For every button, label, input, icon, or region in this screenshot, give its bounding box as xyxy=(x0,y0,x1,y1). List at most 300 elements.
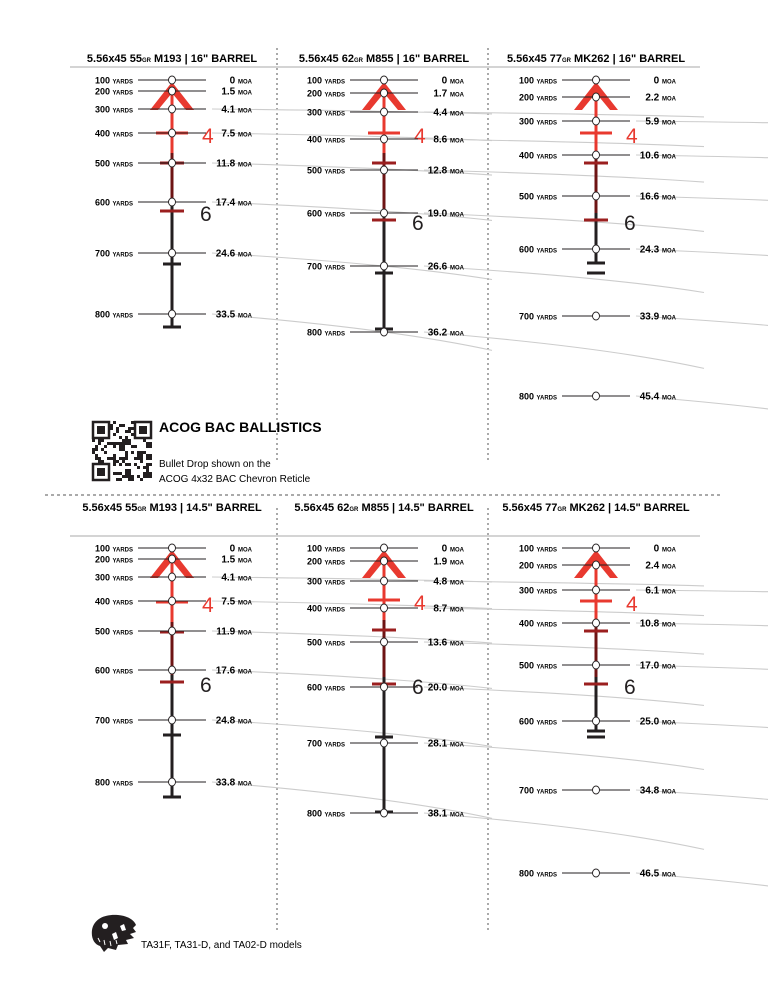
yardage-label: 400 YARDS xyxy=(95,128,133,139)
qr-module xyxy=(113,433,116,436)
moa-label: 7.5 MOA xyxy=(221,128,252,140)
qr-module xyxy=(146,466,149,469)
qr-module xyxy=(140,451,143,454)
reticle-mark-6: 6 xyxy=(412,212,424,235)
qr-module xyxy=(113,457,116,460)
footer-models: TA31F, TA31-D, and TA02-D models xyxy=(141,940,302,951)
moa-label: 33.9 MOA xyxy=(639,311,676,323)
impact-marker xyxy=(381,577,388,585)
yardage-row xyxy=(95,716,253,727)
yardage-label: 500 YARDS xyxy=(307,637,345,648)
impact-marker xyxy=(593,312,600,320)
impact-marker xyxy=(169,555,176,563)
impact-marker xyxy=(169,249,176,257)
qr-module xyxy=(119,445,122,448)
panel-3 xyxy=(507,53,768,432)
qr-module xyxy=(92,439,95,442)
qr-module xyxy=(122,475,125,478)
impact-marker xyxy=(593,661,600,669)
drop-curve xyxy=(424,687,704,705)
qr-module xyxy=(128,475,131,478)
moa-label: 17.0 MOA xyxy=(639,660,676,672)
yardage-row xyxy=(307,809,465,820)
impact-marker xyxy=(169,597,176,605)
qr-module xyxy=(128,472,131,475)
qr-module xyxy=(107,457,110,460)
yardage-label: 800 YARDS xyxy=(95,777,133,788)
impact-marker xyxy=(381,739,388,747)
yardage-label: 600 YARDS xyxy=(307,208,345,219)
yardage-row xyxy=(95,87,253,98)
qr-module xyxy=(125,451,128,454)
yardage-row xyxy=(307,604,465,615)
moa-label: 0 MOA xyxy=(229,75,252,87)
moa-label: 0 MOA xyxy=(653,75,676,87)
yardage-label: 400 YARDS xyxy=(307,134,345,145)
qr-module xyxy=(119,457,122,460)
qr-module xyxy=(110,424,113,427)
yardage-label: 600 YARDS xyxy=(307,682,345,693)
impact-marker xyxy=(593,76,600,84)
impact-marker xyxy=(169,573,176,581)
impact-marker xyxy=(381,604,388,612)
qr-module xyxy=(131,451,134,454)
moa-label: 4.1 MOA xyxy=(221,104,252,116)
qr-module xyxy=(119,472,122,475)
qr-finder-center xyxy=(97,426,105,434)
qr-module xyxy=(128,439,131,442)
qr-module xyxy=(116,430,119,433)
impact-marker xyxy=(169,310,176,318)
drop-curve xyxy=(424,213,704,231)
impact-marker xyxy=(381,135,388,143)
qr-module xyxy=(140,454,143,457)
qr-module xyxy=(137,451,140,454)
moa-label: 24.8 MOA xyxy=(215,715,252,727)
yardage-label: 400 YARDS xyxy=(95,596,133,607)
qr-module xyxy=(146,463,149,466)
moa-label: 46.5 MOA xyxy=(639,868,676,880)
yardage-row xyxy=(95,105,253,116)
qr-module xyxy=(143,466,146,469)
impact-marker xyxy=(593,717,600,725)
qr-finder-center xyxy=(97,468,105,476)
qr-module xyxy=(149,463,152,466)
qr-module xyxy=(98,439,101,442)
qr-module xyxy=(137,475,140,478)
yardage-row xyxy=(95,573,253,584)
reticle-mark-4: 4 xyxy=(626,125,638,148)
drop-curve xyxy=(424,266,704,293)
qr-module xyxy=(146,457,149,460)
impact-marker xyxy=(169,129,176,137)
moa-label: 2.4 MOA xyxy=(645,560,676,572)
panel-title: 5.56x45 77GR MK262 | 16" BARREL xyxy=(506,53,686,65)
qr-module xyxy=(137,454,140,457)
impact-marker xyxy=(381,89,388,97)
impact-marker xyxy=(381,76,388,84)
impact-marker xyxy=(381,638,388,646)
yardage-label: 500 YARDS xyxy=(519,660,557,671)
yardage-row xyxy=(519,869,677,880)
qr-module xyxy=(149,442,152,445)
moa-label: 0 MOA xyxy=(229,543,252,555)
reticle-mark-4: 4 xyxy=(414,125,426,148)
panel-title: 5.56x45 62GR M855 | 14.5" BARREL xyxy=(294,502,474,514)
moa-label: 11.9 MOA xyxy=(216,626,252,638)
qr-module xyxy=(104,451,107,454)
qr-module xyxy=(140,457,143,460)
impact-marker xyxy=(593,117,600,125)
moa-label: 4.8 MOA xyxy=(433,576,464,588)
qr-module xyxy=(146,469,149,472)
qr-module xyxy=(113,454,116,457)
qr-module xyxy=(95,448,98,451)
impact-marker xyxy=(169,666,176,674)
qr-module xyxy=(98,442,101,445)
qr-module xyxy=(143,475,146,478)
moa-label: 0 MOA xyxy=(441,543,464,555)
qr-module xyxy=(122,442,125,445)
qr-module xyxy=(128,430,131,433)
yardage-label: 100 YARDS xyxy=(519,543,557,554)
impact-marker xyxy=(593,619,600,627)
qr-module xyxy=(131,421,134,424)
moa-label: 17.6 MOA xyxy=(215,665,252,677)
yardage-row xyxy=(307,135,465,146)
qr-module xyxy=(119,478,122,481)
yardage-label: 200 YARDS xyxy=(519,92,557,103)
qr-module xyxy=(134,457,137,460)
qr-module xyxy=(110,442,113,445)
yardage-row xyxy=(519,392,677,403)
yardage-label: 500 YARDS xyxy=(519,191,557,202)
yardage-row xyxy=(307,739,465,750)
yardage-label: 300 YARDS xyxy=(519,116,557,127)
qr-module xyxy=(116,478,119,481)
yardage-row xyxy=(307,108,465,119)
qr-module xyxy=(146,445,149,448)
branding-caption-line-1: Bullet Drop shown on the xyxy=(159,459,271,470)
qr-module xyxy=(125,463,128,466)
panel-title: 5.56x45 55GR M193 | 16" BARREL xyxy=(86,53,258,65)
qr-module xyxy=(143,451,146,454)
moa-label: 10.6 MOA xyxy=(639,150,676,162)
moa-label: 25.0 MOA xyxy=(639,716,676,728)
qr-module xyxy=(122,460,125,463)
yardage-label: 200 YARDS xyxy=(307,556,345,567)
qr-module xyxy=(146,472,149,475)
yardage-label: 200 YARDS xyxy=(95,86,133,97)
yardage-label: 800 YARDS xyxy=(95,309,133,320)
impact-marker xyxy=(381,557,388,565)
qr-module xyxy=(128,469,131,472)
yardage-row xyxy=(307,683,465,694)
drop-curve xyxy=(424,332,704,368)
drop-curve xyxy=(424,642,704,654)
moa-label: 24.6 MOA xyxy=(215,248,252,260)
yardage-row xyxy=(519,312,677,323)
impact-marker xyxy=(593,93,600,101)
reticle-mark-6: 6 xyxy=(200,203,212,226)
qr-module xyxy=(101,460,104,463)
qr-module xyxy=(113,460,116,463)
moa-label: 10.8 MOA xyxy=(639,618,676,630)
qr-module xyxy=(98,457,101,460)
yardage-row xyxy=(95,778,253,789)
impact-marker xyxy=(593,192,600,200)
yardage-row xyxy=(95,666,253,677)
reticle-mark-6: 6 xyxy=(624,676,636,699)
yardage-label: 600 YARDS xyxy=(519,716,557,727)
qr-module xyxy=(149,475,152,478)
qr-module xyxy=(128,442,131,445)
qr-module xyxy=(104,445,107,448)
moa-label: 19.0 MOA xyxy=(427,208,464,220)
yardage-row xyxy=(519,245,677,256)
moa-label: 13.6 MOA xyxy=(427,637,464,649)
yardage-label: 200 YARDS xyxy=(519,560,557,571)
moa-label: 17.4 MOA xyxy=(215,197,252,209)
qr-module xyxy=(116,427,119,430)
yardage-row xyxy=(519,619,677,630)
yardage-row xyxy=(519,117,677,128)
moa-label: 0 MOA xyxy=(653,543,676,555)
impact-marker xyxy=(381,262,388,270)
yardage-label: 600 YARDS xyxy=(95,197,133,208)
yardage-label: 200 YARDS xyxy=(307,88,345,99)
qr-module xyxy=(119,448,122,451)
qr-module xyxy=(110,457,113,460)
qr-module xyxy=(113,421,116,424)
qr-finder-center xyxy=(139,426,147,434)
yardage-label: 500 YARDS xyxy=(307,165,345,176)
qr-module xyxy=(113,442,116,445)
qr-module xyxy=(128,463,131,466)
qr-module xyxy=(122,457,125,460)
yardage-row xyxy=(307,557,465,568)
impact-marker xyxy=(593,392,600,400)
moa-label: 8.7 MOA xyxy=(433,603,464,615)
yardage-label: 300 YARDS xyxy=(95,104,133,115)
reticle-mark-4: 4 xyxy=(202,594,214,617)
drop-curve xyxy=(424,112,704,117)
yardage-label: 500 YARDS xyxy=(95,158,133,169)
reticle-mark-6: 6 xyxy=(200,674,212,697)
moa-label: 7.5 MOA xyxy=(221,596,252,608)
moa-label: 45.4 MOA xyxy=(639,391,676,403)
impact-marker xyxy=(381,809,388,817)
qr-module xyxy=(125,469,128,472)
impact-marker xyxy=(169,159,176,167)
yardage-row xyxy=(519,586,677,597)
moa-label: 16.6 MOA xyxy=(639,191,676,203)
yardage-row xyxy=(307,328,465,339)
impact-marker xyxy=(381,166,388,174)
qr-module xyxy=(125,439,128,442)
impact-marker xyxy=(169,105,176,113)
yardage-label: 400 YARDS xyxy=(307,603,345,614)
yardage-label: 800 YARDS xyxy=(307,327,345,338)
yardage-row xyxy=(519,786,677,797)
yardage-label: 500 YARDS xyxy=(95,626,133,637)
yardage-label: 800 YARDS xyxy=(519,391,557,402)
qr-module xyxy=(149,454,152,457)
qr-module xyxy=(125,457,128,460)
qr-module xyxy=(116,460,119,463)
qr-module xyxy=(110,427,113,430)
yardage-label: 100 YARDS xyxy=(307,75,345,86)
yardage-row xyxy=(307,209,465,220)
impact-marker xyxy=(381,544,388,552)
impact-marker xyxy=(593,245,600,253)
moa-label: 11.8 MOA xyxy=(216,158,252,170)
qr-module xyxy=(149,472,152,475)
yardage-label: 100 YARDS xyxy=(307,543,345,554)
impact-marker xyxy=(381,683,388,691)
moa-label: 1.5 MOA xyxy=(221,86,252,98)
moa-label: 2.2 MOA xyxy=(645,92,676,104)
qr-module xyxy=(143,439,146,442)
moa-label: 20.0 MOA xyxy=(427,682,464,694)
impact-marker xyxy=(593,869,600,877)
qr-module xyxy=(128,478,131,481)
moa-label: 1.5 MOA xyxy=(221,554,252,566)
impact-marker xyxy=(593,586,600,594)
impact-marker xyxy=(169,87,176,95)
impact-marker xyxy=(169,76,176,84)
qr-module xyxy=(122,424,125,427)
qr-module xyxy=(125,430,128,433)
moa-label: 26.6 MOA xyxy=(427,261,464,273)
qr-module xyxy=(149,457,152,460)
qr-module xyxy=(137,457,140,460)
impact-marker xyxy=(169,544,176,552)
reticle-mark-6: 6 xyxy=(412,676,424,699)
moa-label: 1.7 MOA xyxy=(433,88,464,100)
moa-label: 34.8 MOA xyxy=(639,785,676,797)
yardage-label: 700 YARDS xyxy=(307,738,345,749)
qr-module xyxy=(119,424,122,427)
moa-label: 0 MOA xyxy=(441,75,464,87)
yardage-label: 700 YARDS xyxy=(519,785,557,796)
qr-module xyxy=(131,427,134,430)
qr-module xyxy=(98,460,101,463)
yardage-label: 400 YARDS xyxy=(519,150,557,161)
yardage-row xyxy=(307,638,465,649)
qr-module xyxy=(95,445,98,448)
yardage-row xyxy=(95,198,253,209)
yardage-row xyxy=(95,129,253,140)
yardage-row xyxy=(519,93,677,104)
moa-label: 8.6 MOA xyxy=(433,134,464,146)
yardage-label: 700 YARDS xyxy=(95,715,133,726)
qr-module xyxy=(128,427,131,430)
qr-module xyxy=(125,454,128,457)
qr-module xyxy=(116,442,119,445)
dinosaur-skull-logo-icon xyxy=(92,915,136,952)
qr-module xyxy=(95,454,98,457)
yardage-label: 200 YARDS xyxy=(95,554,133,565)
qr-module xyxy=(119,442,122,445)
reticle-mark-6: 6 xyxy=(624,212,636,235)
reticle-mark-4: 4 xyxy=(414,592,426,615)
moa-label: 4.1 MOA xyxy=(221,572,252,584)
moa-label: 6.1 MOA xyxy=(645,585,676,597)
moa-label: 36.2 MOA xyxy=(427,327,464,339)
yardage-label: 400 YARDS xyxy=(519,618,557,629)
panel-title: 5.56x45 77GR MK262 | 14.5" BARREL xyxy=(502,502,690,514)
impact-marker xyxy=(169,198,176,206)
yardage-row xyxy=(307,89,465,100)
moa-label: 5.9 MOA xyxy=(645,116,676,128)
moa-label: 12.8 MOA xyxy=(427,165,464,177)
moa-label: 24.3 MOA xyxy=(639,244,676,256)
moa-label: 28.1 MOA xyxy=(427,738,464,750)
qr-module xyxy=(140,460,143,463)
yardage-label: 300 YARDS xyxy=(307,107,345,118)
qr-module xyxy=(119,463,122,466)
yardage-label: 800 YARDS xyxy=(519,868,557,879)
yardage-label: 600 YARDS xyxy=(95,665,133,676)
yardage-row xyxy=(519,151,677,162)
qr-module xyxy=(95,457,98,460)
footer xyxy=(92,915,302,952)
moa-label: 38.1 MOA xyxy=(427,808,464,820)
branding-caption-line-2: ACOG 4x32 BAC Chevron Reticle xyxy=(159,474,311,485)
branding-block xyxy=(91,419,322,485)
yardage-row xyxy=(95,555,253,566)
qr-module xyxy=(134,445,137,448)
moa-label: 1.9 MOA xyxy=(433,556,464,568)
qr-module xyxy=(131,475,134,478)
yardage-label: 100 YARDS xyxy=(519,75,557,86)
qr-module xyxy=(134,463,137,466)
panel-1 xyxy=(87,53,492,350)
impact-marker xyxy=(593,561,600,569)
impact-marker xyxy=(169,716,176,724)
yardage-label: 600 YARDS xyxy=(519,244,557,255)
panel-6 xyxy=(502,502,768,909)
qr-module xyxy=(113,445,116,448)
yardage-row xyxy=(95,159,253,170)
impact-marker xyxy=(593,151,600,159)
drop-curve xyxy=(424,581,704,586)
moa-label: 33.5 MOA xyxy=(215,309,252,321)
drop-curve xyxy=(424,170,704,182)
impact-marker xyxy=(169,778,176,786)
qr-code-icon xyxy=(91,420,153,482)
impact-marker xyxy=(593,786,600,794)
yardage-label: 300 YARDS xyxy=(307,576,345,587)
qr-module xyxy=(149,445,152,448)
yardage-label: 700 YARDS xyxy=(519,311,557,322)
yardage-row xyxy=(95,249,253,260)
yardage-label: 700 YARDS xyxy=(95,248,133,259)
yardage-row xyxy=(519,192,677,203)
impact-marker xyxy=(381,108,388,116)
reticle-mark-4: 4 xyxy=(202,125,214,148)
yardage-label: 100 YARDS xyxy=(95,543,133,554)
qr-module xyxy=(119,436,122,439)
qr-module xyxy=(131,433,134,436)
qr-module xyxy=(101,439,104,442)
drop-curve xyxy=(424,608,704,616)
moa-label: 33.8 MOA xyxy=(215,777,252,789)
impact-marker xyxy=(381,209,388,217)
qr-module xyxy=(113,463,116,466)
qr-module xyxy=(137,466,140,469)
